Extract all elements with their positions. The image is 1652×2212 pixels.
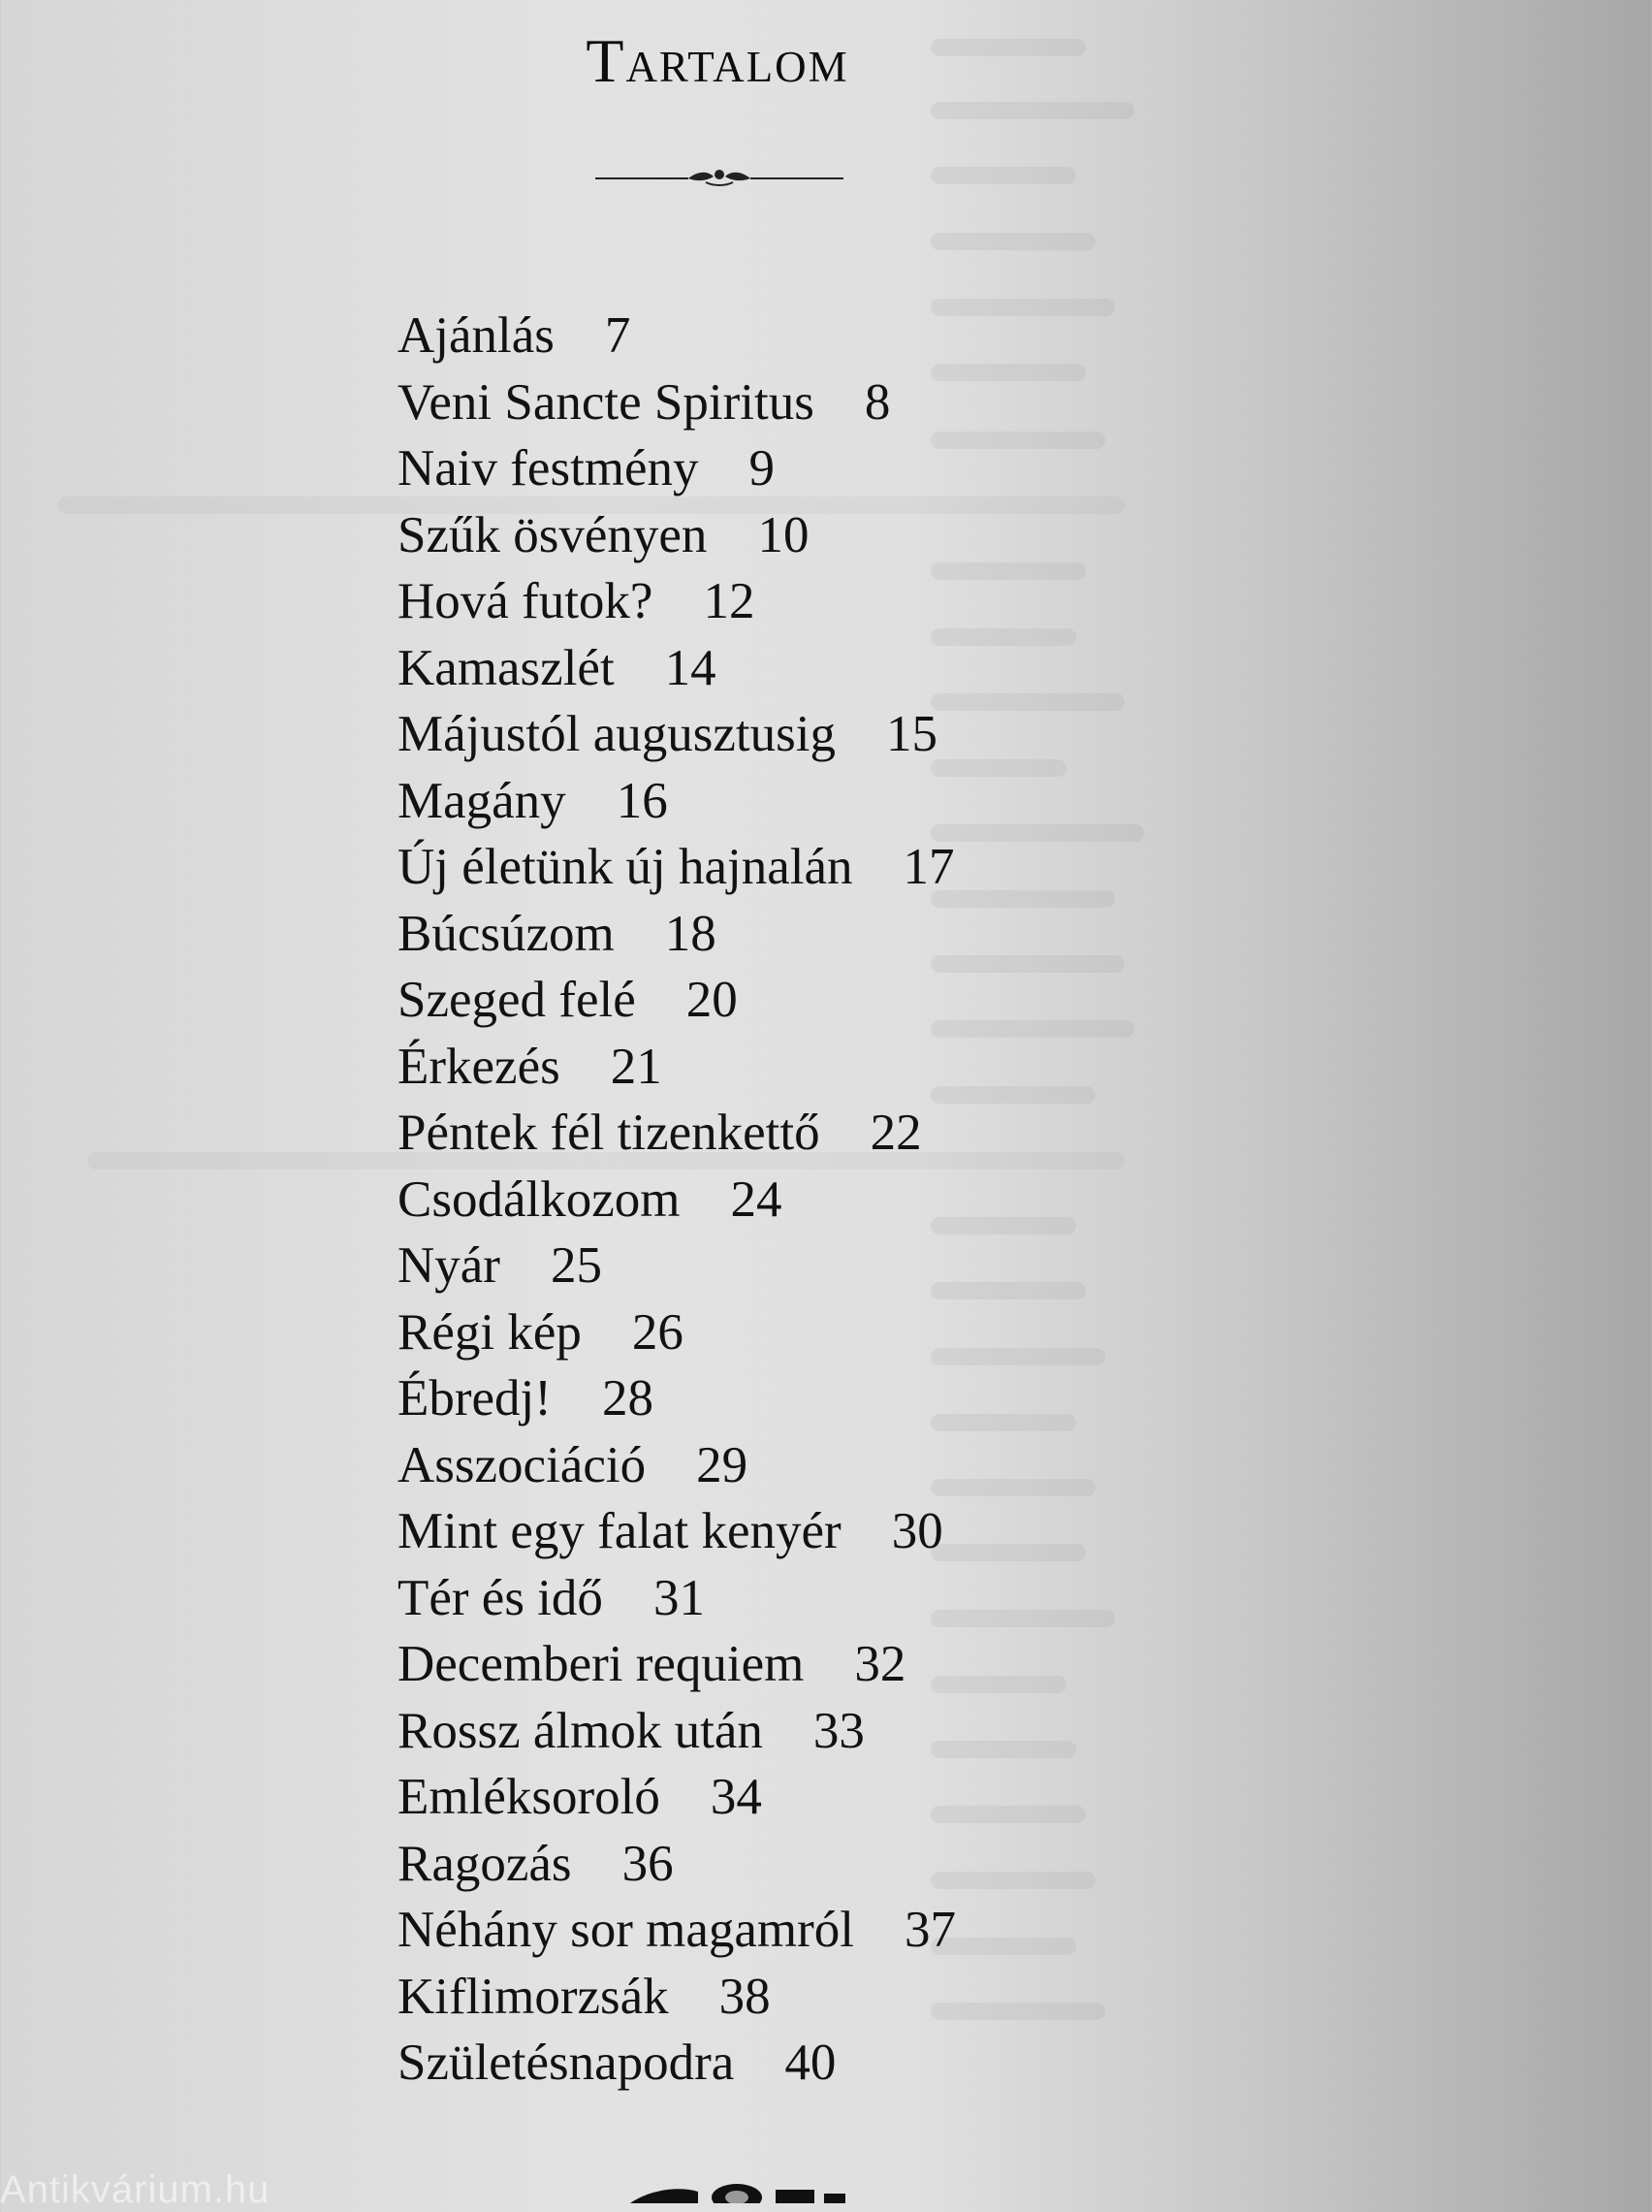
toc-entry bbox=[397, 967, 1173, 1034]
toc-entry bbox=[397, 1897, 1173, 1964]
toc-entry bbox=[397, 635, 1173, 702]
toc-entry bbox=[397, 1565, 1173, 1632]
toc-entry bbox=[397, 701, 1173, 768]
toc-entry-title: Ragozás bbox=[397, 1835, 572, 1892]
toc-entry bbox=[397, 1698, 1173, 1765]
toc-entry-page: 31 bbox=[652, 1569, 705, 1626]
toc-entry bbox=[397, 901, 1173, 968]
toc-entry-page: 22 bbox=[870, 1105, 922, 1161]
toc-entry-page: 38 bbox=[718, 1968, 771, 2025]
flourish-divider-icon bbox=[593, 165, 845, 192]
toc-entry bbox=[397, 1100, 1173, 1167]
toc-entry bbox=[397, 2030, 1173, 2097]
toc-entry bbox=[397, 768, 1173, 835]
toc-entry-page: 9 bbox=[748, 440, 776, 497]
toc-entry-title: Szűk ösvényen bbox=[397, 506, 708, 563]
watermark: Antikvárium.hu bbox=[0, 2168, 270, 2211]
toc-entry-page: 30 bbox=[891, 1503, 943, 1559]
toc-entry-title: Születésnapodra bbox=[397, 2035, 735, 2091]
toc-entry bbox=[397, 502, 1173, 569]
toc-entry-title: Rossz álmok után bbox=[397, 1702, 763, 1759]
toc-entry-title: Nyár bbox=[397, 1237, 500, 1294]
toc-entry-title: Magány bbox=[397, 772, 566, 829]
toc-entry-page: 16 bbox=[616, 772, 668, 829]
toc-entry-page: 18 bbox=[664, 905, 716, 962]
toc-entry-title: Kamaszlét bbox=[397, 639, 615, 696]
toc-entry-page: 26 bbox=[631, 1303, 683, 1361]
toc-entry-title: Hová futok? bbox=[397, 573, 653, 629]
toc-entry bbox=[397, 303, 1173, 369]
toc-entry-page: 34 bbox=[710, 1769, 762, 1825]
toc-entry-title: Ajánlás bbox=[397, 307, 555, 364]
toc-entry bbox=[397, 1764, 1173, 1831]
toc-entry-title: Veni Sancte Spiritus bbox=[397, 373, 814, 431]
toc-entry-page: 20 bbox=[685, 972, 738, 1028]
toc-entry-page: 8 bbox=[864, 373, 891, 431]
toc-entry-page: 36 bbox=[621, 1835, 674, 1892]
toc-entry-page: 32 bbox=[854, 1636, 906, 1692]
toc-entry-title: Néhány sor magamról bbox=[397, 1902, 854, 1958]
toc-entry-page: 10 bbox=[757, 506, 810, 563]
toc-entry bbox=[397, 435, 1173, 502]
toc-entry-page: 40 bbox=[784, 2035, 837, 2091]
toc-entry bbox=[397, 369, 1173, 436]
toc-entry-title: Szeged felé bbox=[397, 972, 636, 1028]
toc-entry-page: 7 bbox=[604, 307, 631, 364]
toc-entry-page: 29 bbox=[696, 1436, 748, 1493]
toc-entry bbox=[397, 1432, 1173, 1499]
toc-entry bbox=[397, 1631, 1173, 1698]
toc-entry-page: 17 bbox=[903, 839, 955, 895]
toc-entry-title: Ébredj! bbox=[397, 1370, 552, 1427]
toc-entry-title: Búcsúzom bbox=[397, 905, 615, 962]
toc-entry bbox=[397, 1831, 1173, 1898]
toc-entry-title: Csodálkozom bbox=[397, 1170, 681, 1228]
toc-entry-title: Májustól augusztusig bbox=[397, 706, 836, 762]
toc-entry bbox=[397, 1365, 1173, 1432]
toc-entry bbox=[397, 1167, 1173, 1234]
toc-entry bbox=[397, 1964, 1173, 2031]
toc-entry-page: 25 bbox=[550, 1237, 602, 1294]
toc-entry-page: 28 bbox=[601, 1370, 653, 1427]
toc-entry-title: Régi kép bbox=[397, 1303, 582, 1361]
toc-entry-title: Emléksoroló bbox=[397, 1769, 660, 1825]
toc-entry bbox=[397, 1034, 1173, 1101]
toc-entry-title: Tér és idő bbox=[397, 1569, 603, 1626]
toc-entry bbox=[397, 568, 1173, 635]
toc-entry-page: 14 bbox=[664, 639, 716, 696]
toc-entry bbox=[397, 1299, 1173, 1366]
toc-entry-title: Asszociáció bbox=[397, 1436, 647, 1493]
toc-entry-title: Érkezés bbox=[397, 1038, 560, 1095]
toc-entry-page: 21 bbox=[610, 1038, 662, 1095]
toc-entry-page: 37 bbox=[904, 1902, 956, 1958]
publisher-logo-icon bbox=[630, 2182, 863, 2203]
table-of-contents bbox=[397, 303, 1173, 2097]
toc-entry bbox=[397, 1498, 1173, 1565]
toc-entry-title: Új életünk új hajnalán bbox=[397, 839, 853, 895]
toc-entry-title: Mint egy falat kenyér bbox=[397, 1503, 842, 1559]
toc-entry-page: 15 bbox=[885, 706, 937, 762]
toc-entry-page: 24 bbox=[730, 1170, 782, 1228]
toc-entry-title: Kiflimorzsák bbox=[397, 1968, 669, 2025]
toc-entry bbox=[397, 1233, 1173, 1299]
page-title: Tartalom bbox=[586, 26, 849, 95]
toc-entry-page: 12 bbox=[703, 573, 755, 629]
toc-entry-page: 33 bbox=[812, 1702, 865, 1759]
toc-entry bbox=[397, 834, 1173, 901]
toc-entry-title: Naiv festmény bbox=[397, 440, 699, 497]
toc-entry-title: Péntek fél tizenkettő bbox=[397, 1105, 820, 1161]
toc-entry-title: Decemberi requiem bbox=[397, 1636, 805, 1692]
